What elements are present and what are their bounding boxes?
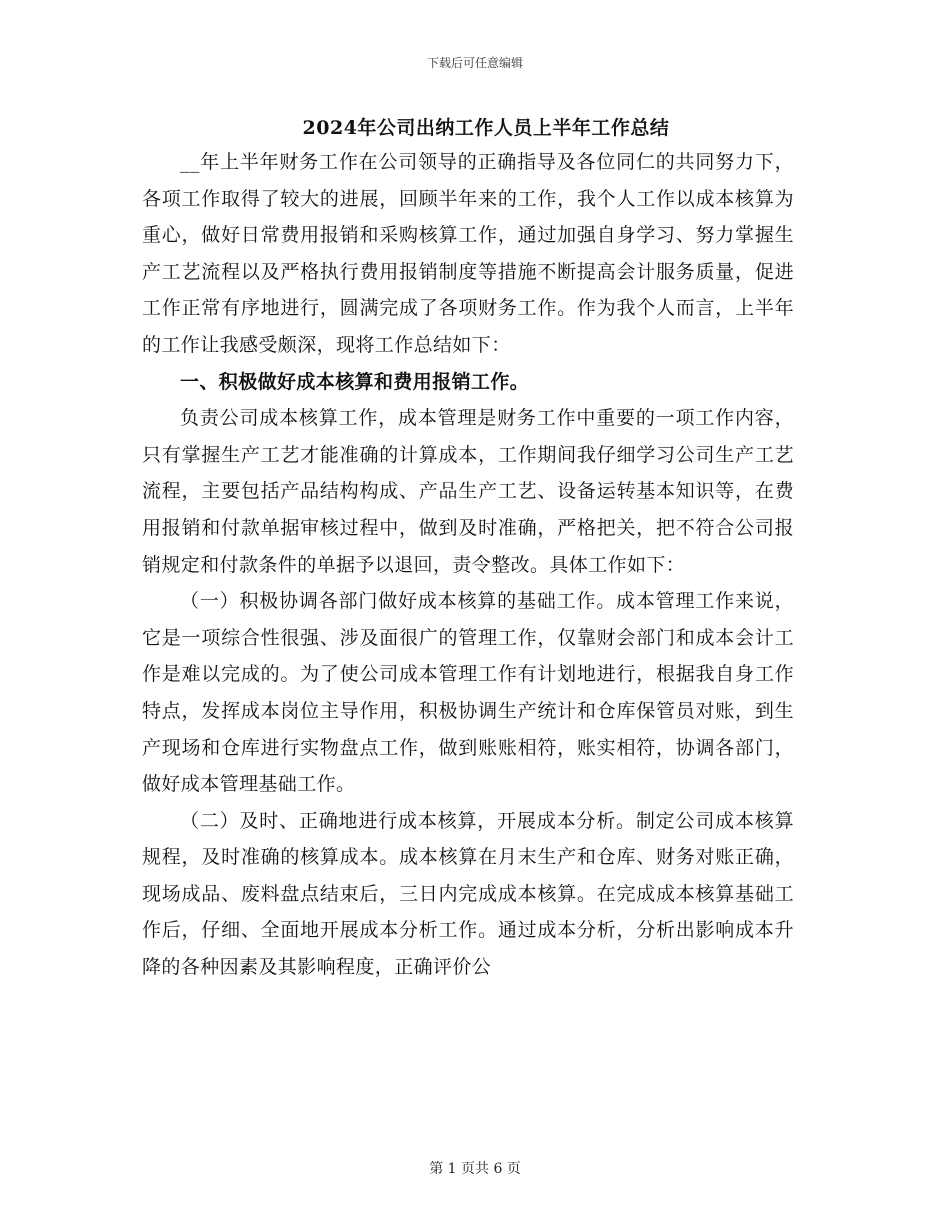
document-body	[142, 112, 794, 986]
section-1-paragraph: 负责公司成本核算工作，成本管理是财务工作中重要的一项工作内容，只有掌握生产工艺才能准确的计算成本，工作期间我仔细学习公司生产工艺流程，主要包括产品结构构成、产品生产工艺、设备运转基本知识等，在费用报销和付款单据审核过程中，做到及时准确，严格把关，把不符合公司报销规定和付款条件的单据予以退回，责令整改。具体工作如下：	[142, 407, 794, 576]
page-number-footer: 第 1 页共 6 页	[429, 1161, 521, 1177]
intro-paragraph: __年上半年财务工作在公司领导的正确指导及各位同仁的共同努力下，各项工作取得了较大的进展，回顾半年来的工作，我个人工作以成本核算为重心，做好日常费用报销和采购核算工作，通过加强自身学习、努力掌握生产工艺流程以及严格执行费用报销制度等措施不断提高会计服务质量，促进工作正常有序地进行，圆满完成了各项财务工作。作为我个人而言，上半年的工作让我感受颇深，现将工作总结如下：	[142, 151, 794, 356]
section-1-heading: 一、积极做好成本核算和费用报销工作。	[180, 370, 530, 393]
item-2-paragraph: （二）及时、正确地进行成本核算，开展成本分析。制定公司成本核算规程，及时准确的核算成本。成本核算在月末生产和仓库、财务对账正确，现场成品、废料盘点结束后，三日内完成成本核算。在完成成本核算基础工作后，仔细、全面地开展成本分析工作。通过成本分析，分析出影响成本升降的各种因素及其影响程度，正确评价公	[142, 809, 794, 979]
page-header-note: 下载后可任意编辑	[426, 56, 523, 70]
document-title: 2024年公司出纳工作人员上半年工作总结	[302, 117, 670, 139]
item-1-paragraph: （一）积极协调各部门做好成本核算的基础工作。成本管理工作来说，它是一项综合性很强、涉及面很广的管理工作，仅靠财会部门和成本会计工作是难以完成的。为了使公司成本管理工作有计划地进行，根据我自身工作特点，发挥成本岗位主导作用，积极协调生产统计和仓库保管员对账，到生产现场和仓库进行实物盘点工作，做到账账相符，账实相符，协调各部门，做好成本管理基础工作。	[142, 590, 794, 796]
